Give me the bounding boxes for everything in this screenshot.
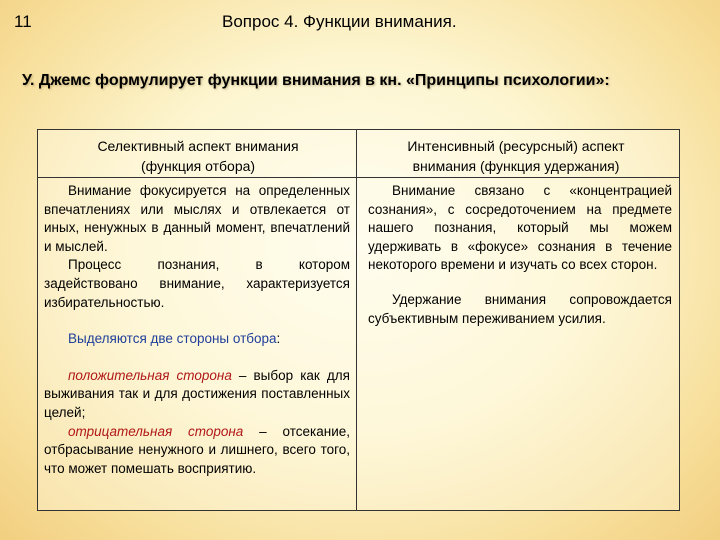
sides-intro-colon: : bbox=[276, 331, 281, 347]
negative-side-term: отрицательная сторона bbox=[68, 423, 244, 439]
comparison-table bbox=[37, 129, 680, 511]
positive-side-item bbox=[44, 367, 350, 423]
sides-intro bbox=[44, 330, 350, 349]
negative-side-item bbox=[44, 423, 350, 479]
slide-number: 11 bbox=[14, 12, 32, 31]
column-divider bbox=[356, 130, 357, 510]
positive-side-term: положительная сторона bbox=[68, 367, 232, 383]
right-header-line: внимания (функция удержания) bbox=[412, 158, 620, 174]
right-header-line: Интенсивный (ресурсный) аспект bbox=[407, 138, 625, 154]
subtitle: У. Джемс формулирует функции внимания в кн. «Принципы психологии»: bbox=[22, 72, 610, 89]
sides-intro-text: Выделяются две стороны отбора bbox=[68, 331, 277, 347]
right-column-header bbox=[366, 136, 666, 176]
left-header-line: Селективный аспект внимания bbox=[97, 138, 299, 154]
positive-side-text: – выбор как для выживания так и для достижения поставленных целей; bbox=[44, 367, 350, 420]
right-column-body bbox=[368, 182, 672, 328]
left-paragraph: Внимание фокусируется на определенных впечатлениях или мыслях и отвлекается от иных, ненужных в данный момент, впечатлений и мыслей. bbox=[44, 183, 350, 254]
right-paragraph: Внимание связано с «концентрацией сознания», с сосредоточением на предмете нашего познания, который мы можем удерживать в «фокусе» сознания в течение некоторого времени и изучать со всех сторон. bbox=[368, 183, 672, 273]
left-header-line: (функция отбора) bbox=[140, 158, 256, 174]
left-column-header bbox=[48, 136, 348, 176]
header-divider bbox=[38, 177, 679, 178]
negative-side-text: – отсекание, отбрасывание ненужного и лишнего, всего того, что может помешать восприятию. bbox=[44, 423, 350, 476]
page-title: Вопрос 4. Функции внимания. bbox=[222, 12, 457, 31]
left-paragraph: Процесс познания, в котором задействовано внимание, характеризуется избирательностью. bbox=[44, 257, 350, 310]
right-paragraph: Удержание внимания сопровождается субъективным переживанием усилия. bbox=[368, 291, 672, 326]
left-column-body bbox=[44, 182, 350, 478]
